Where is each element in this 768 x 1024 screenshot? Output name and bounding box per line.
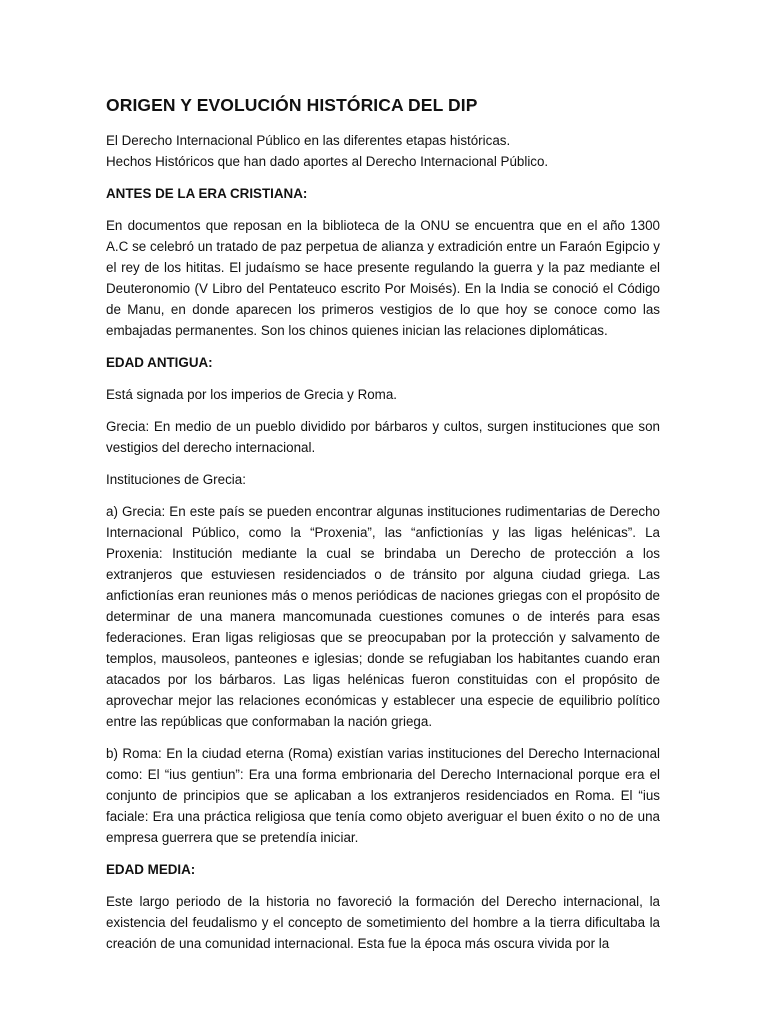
section-heading: ANTES DE LA ERA CRISTIANA: bbox=[106, 186, 308, 201]
paragraph: Instituciones de Grecia: bbox=[106, 472, 246, 487]
paragraph: a) Grecia: En este país se pueden encontrar algunas instituciones rudimentarias de Derecho Internacional Público, como la “Proxenia”, las “anfictionías y las ligas helénicas”. La Proxenia: Institución mediante la cual se brindaba un Derecho de protección a los extranjeros que estuviesen residenciados o de tránsito por alguna ciudad griega. Las anfictionías eran reuniones más o menos periódicas de naciones griegas con el propósito de determinar de una manera mancomunada cuestiones comunes o de interés para esas federaciones. Eran ligas religiosas que se preocupaban por la protección y salvamento de templos, mausoleos, panteones e iglesias; donde se refugiaban los habitantes cuando eran atacados por los bárbaros. Las ligas helénicas fueron constituidas con el propósito de aprovechar mejor las relaciones económicas y establecer una especie de equilibrio político entre las repúblicas que conformaban la nación griega. bbox=[106, 504, 660, 729]
document-title: ORIGEN Y EVOLUCIÓN HISTÓRICA DEL DIP bbox=[106, 95, 478, 115]
intro-line: El Derecho Internacional Público en las diferentes etapas históricas. bbox=[106, 133, 511, 148]
section-antes-era-cristiana bbox=[106, 183, 660, 341]
intro-block bbox=[106, 130, 660, 172]
section-edad-media bbox=[106, 859, 660, 954]
document-page bbox=[106, 92, 660, 965]
section-heading: EDAD ANTIGUA: bbox=[106, 355, 213, 370]
paragraph: b) Roma: En la ciudad eterna (Roma) existían varias instituciones del Derecho Internacional como: El “ius gentiun”: Era una forma embrionaria del Derecho Internacional porque era el conjunto de principios que se aplicaban a los extranjeros residenciados en Roma. El “ius faciale: Era una práctica religiosa que tenía como objeto averiguar el buen éxito o no de una empresa guerrera que se pretendía iniciar. bbox=[106, 746, 660, 845]
paragraph: Este largo periodo de la historia no favoreció la formación del Derecho internacional, la existencia del feudalismo y el concepto de sometimiento del hombre a la tierra dificultaba la creación de una comunidad internacional. Esta fue la época más oscura vivida por la bbox=[106, 894, 660, 951]
intro-line: Hechos Históricos que han dado aportes al Derecho Internacional Público. bbox=[106, 154, 549, 169]
section-heading: EDAD MEDIA: bbox=[106, 862, 196, 877]
section-edad-antigua bbox=[106, 352, 660, 848]
paragraph: Grecia: En medio de un pueblo dividido por bárbaros y cultos, surgen instituciones que son vestigios del derecho internacional. bbox=[106, 419, 660, 455]
paragraph: En documentos que reposan en la biblioteca de la ONU se encuentra que en el año 1300 A.C se celebró un tratado de paz perpetua de alianza y extradición entre un Faraón Egipcio y el rey de los hititas. El judaísmo se hace presente regulando la guerra y la paz mediante el Deuteronomio (V Libro del Pentateuco escrito Por Moisés). En la India se conoció el Código de Manu, en donde aparecen los primeros vestigios de lo que hoy se conoce como las embajadas permanentes. Son los chinos quienes inician las relaciones diplomáticas. bbox=[106, 218, 660, 338]
paragraph: Está signada por los imperios de Grecia y Roma. bbox=[106, 387, 398, 402]
